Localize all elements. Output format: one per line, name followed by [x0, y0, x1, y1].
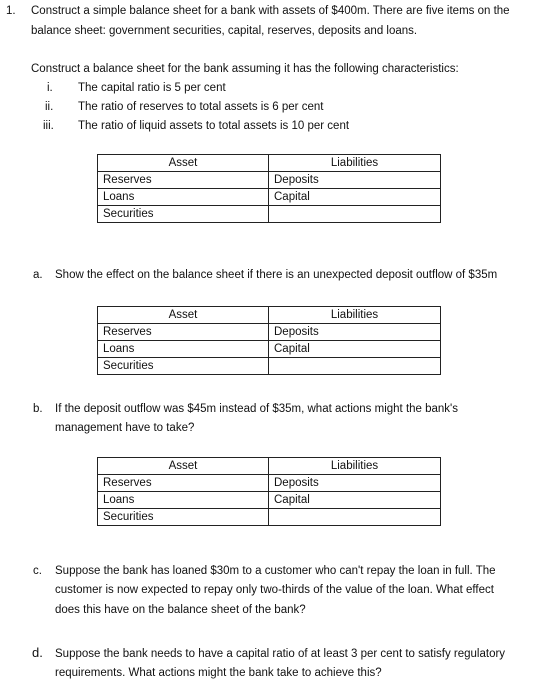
asset-row-reserves: Reserves: [98, 172, 269, 189]
liability-row-empty: [269, 358, 441, 375]
asset-row-loans: Loans: [98, 341, 269, 358]
asset-row-securities: Securities: [98, 206, 269, 223]
liabilities-header: Liabilities: [269, 155, 441, 172]
characteristic-item: The ratio of liquid assets to total assets is 10 per cent: [78, 120, 350, 132]
liabilities-header: Liabilities: [269, 458, 441, 475]
asset-row-securities: Securities: [98, 358, 269, 375]
question-number: 1.: [6, 5, 16, 17]
asset-row-securities: Securities: [98, 509, 269, 526]
liability-row-capital: Capital: [269, 341, 441, 358]
characteristic-marker: ii.: [45, 101, 54, 113]
balance-sheet-table-2: [97, 306, 441, 375]
asset-header: Asset: [98, 307, 269, 324]
part-d-marker: d.: [32, 645, 43, 660]
liability-row-deposits: Deposits: [269, 324, 441, 341]
asset-header: Asset: [98, 458, 269, 475]
part-b-marker: b.: [33, 403, 43, 415]
liability-row-deposits: Deposits: [269, 172, 441, 189]
liability-row-capital: Capital: [269, 189, 441, 206]
part-c-text-line-3: does this have on the balance sheet of the bank?: [55, 604, 306, 616]
liability-row-deposits: Deposits: [269, 475, 441, 492]
asset-row-loans: Loans: [98, 492, 269, 509]
part-c-text-line-1: Suppose the bank has loaned $30m to a customer who can't repay the loan in full. The: [55, 565, 496, 577]
asset-row-reserves: Reserves: [98, 475, 269, 492]
part-c-marker: c.: [33, 565, 42, 577]
characteristic-marker: iii.: [43, 120, 54, 132]
question-intro-line-1: Construct a simple balance sheet for a bank with assets of $400m. There are five items on the: [31, 5, 510, 17]
construct-instruction: Construct a balance sheet for the bank assuming it has the following characteristics:: [31, 63, 459, 75]
part-d-text-line-1: Suppose the bank needs to have a capital ratio of at least 3 per cent to satisfy regulatory: [55, 648, 506, 660]
liability-row-empty: [269, 509, 441, 526]
question-intro-line-2: balance sheet: government securities, capital, reserves, deposits and loans.: [31, 25, 418, 37]
part-b-text-line-2: management have to take?: [55, 422, 195, 434]
liabilities-header: Liabilities: [269, 307, 441, 324]
characteristic-marker: i.: [47, 82, 53, 94]
characteristic-item: The ratio of reserves to total assets is 6 per cent: [78, 101, 324, 113]
part-a-text: Show the effect on the balance sheet if there is an unexpected deposit outflow of $35m: [55, 269, 498, 281]
part-d-text-line-2: requirements. What actions might the bank take to achieve this?: [55, 667, 382, 679]
asset-row-loans: Loans: [98, 189, 269, 206]
part-a-marker: a.: [33, 269, 43, 281]
liability-row-capital: Capital: [269, 492, 441, 509]
balance-sheet-table-3: [97, 457, 441, 526]
asset-header: Asset: [98, 155, 269, 172]
part-c-text-line-2: customer is now expected to repay only two-thirds of the value of the loan. What effect: [55, 584, 494, 596]
characteristic-item: The capital ratio is 5 per cent: [78, 82, 226, 94]
liability-row-empty: [269, 206, 441, 223]
asset-row-reserves: Reserves: [98, 324, 269, 341]
balance-sheet-table-1: [97, 154, 441, 223]
part-b-text-line-1: If the deposit outflow was $45m instead of $35m, what actions might the bank's: [55, 403, 459, 415]
